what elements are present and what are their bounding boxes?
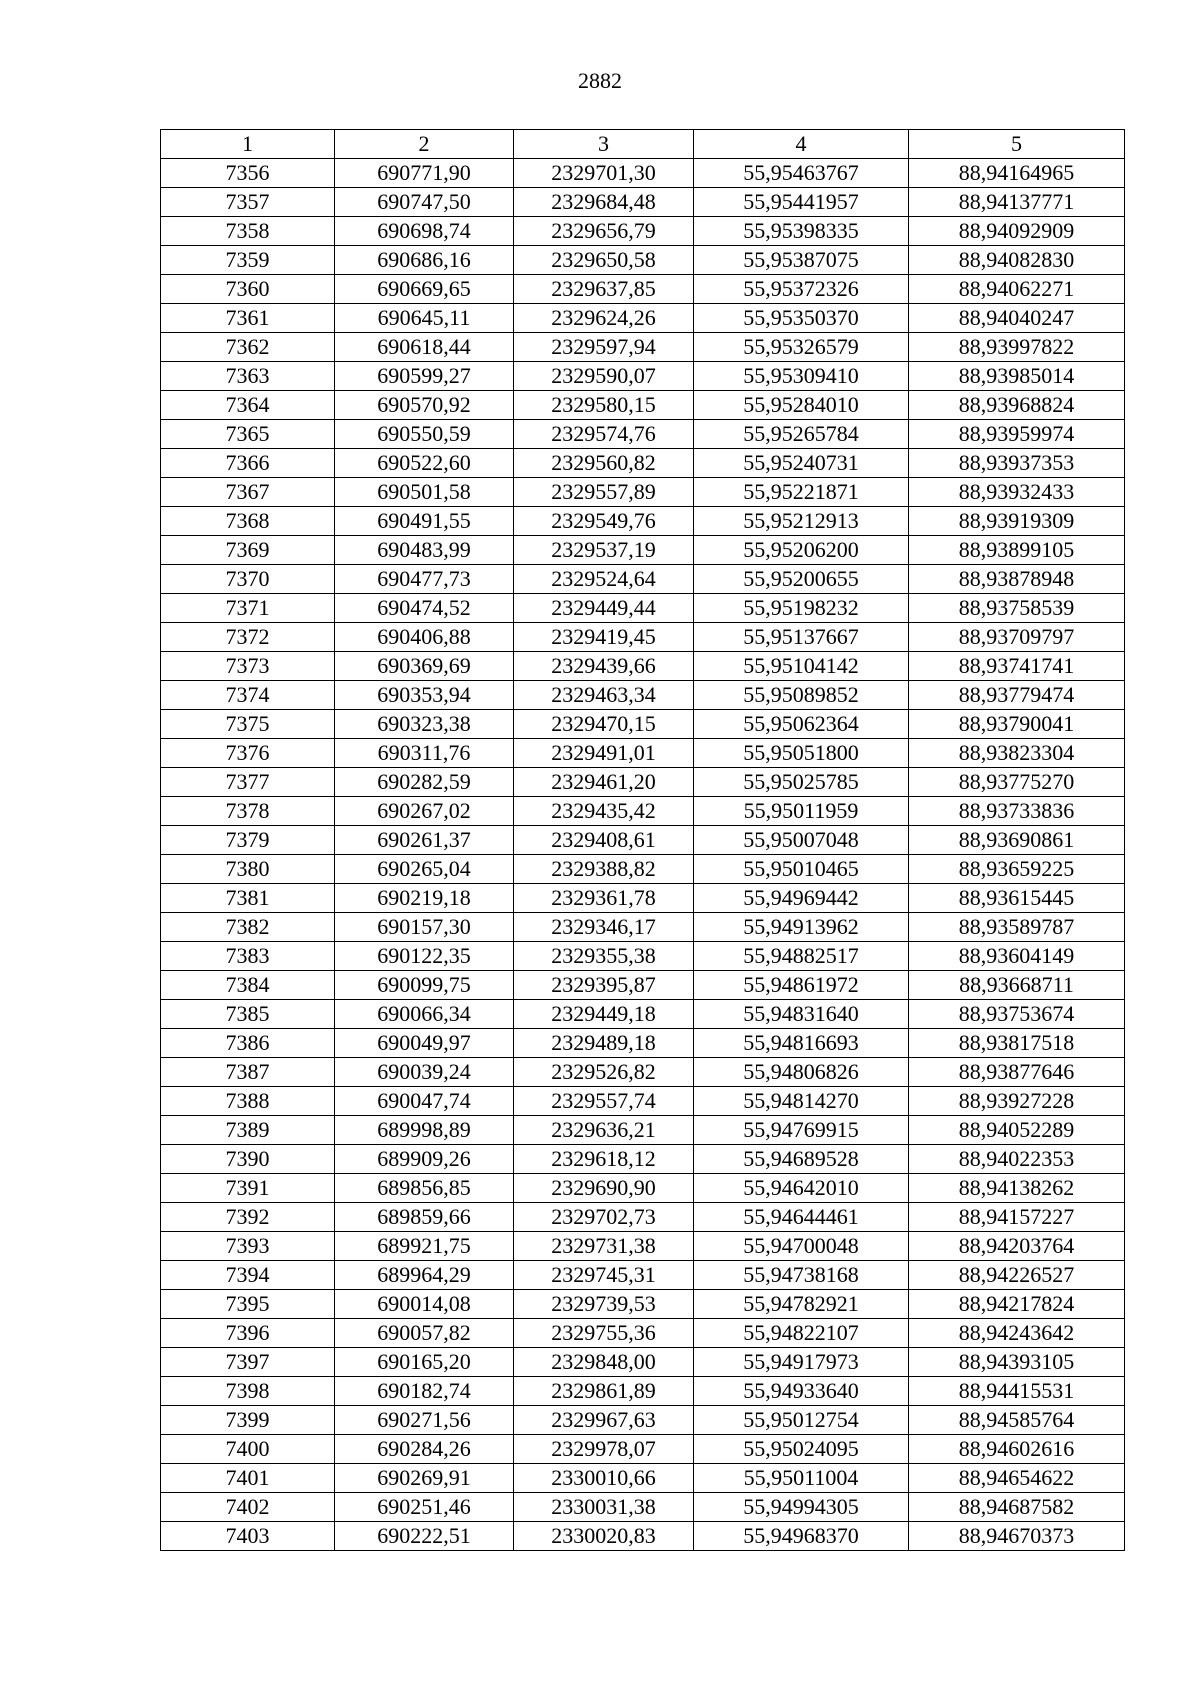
table-cell: 7364 (161, 391, 335, 420)
table-cell: 2329346,17 (514, 913, 694, 942)
table-cell: 2329574,76 (514, 420, 694, 449)
table-cell: 7396 (161, 1319, 335, 1348)
table-cell: 55,95284010 (694, 391, 909, 420)
table-cell: 55,94822107 (694, 1319, 909, 1348)
table-cell: 2329690,90 (514, 1174, 694, 1203)
table-cell: 55,95062364 (694, 710, 909, 739)
table-row (161, 1522, 1125, 1551)
table-cell: 7358 (161, 217, 335, 246)
table-cell: 7385 (161, 1000, 335, 1029)
table-cell: 2329470,15 (514, 710, 694, 739)
table-cell: 689909,26 (335, 1145, 514, 1174)
table-cell: 88,94654622 (909, 1464, 1125, 1493)
table-cell: 88,93779474 (909, 681, 1125, 710)
table-cell: 7402 (161, 1493, 335, 1522)
table-cell: 55,95089852 (694, 681, 909, 710)
table-row (161, 1290, 1125, 1319)
table-cell: 2329557,74 (514, 1087, 694, 1116)
table-cell: 55,95011959 (694, 797, 909, 826)
table-cell: 2329590,07 (514, 362, 694, 391)
table-row (161, 594, 1125, 623)
table-cell: 2329361,78 (514, 884, 694, 913)
table-row (161, 217, 1125, 246)
table-cell: 55,95350370 (694, 304, 909, 333)
table-row (161, 1029, 1125, 1058)
table-cell: 7384 (161, 971, 335, 1000)
table-cell: 7375 (161, 710, 335, 739)
table-cell: 690165,20 (335, 1348, 514, 1377)
table-cell: 55,94831640 (694, 1000, 909, 1029)
column-header: 4 (694, 130, 909, 159)
table-cell: 55,94861972 (694, 971, 909, 1000)
table-row (161, 1116, 1125, 1145)
table-cell: 7380 (161, 855, 335, 884)
table-cell: 2329439,66 (514, 652, 694, 681)
table-cell: 690122,35 (335, 942, 514, 971)
table-cell: 55,95326579 (694, 333, 909, 362)
table-cell: 690570,92 (335, 391, 514, 420)
table-cell: 2329549,76 (514, 507, 694, 536)
table-cell: 2329449,44 (514, 594, 694, 623)
table-row (161, 623, 1125, 652)
table-row (161, 1377, 1125, 1406)
table-cell: 690747,50 (335, 188, 514, 217)
table-cell: 689998,89 (335, 1116, 514, 1145)
table-cell: 55,94969442 (694, 884, 909, 913)
table-cell: 7392 (161, 1203, 335, 1232)
table-cell: 7365 (161, 420, 335, 449)
table-cell: 2329967,63 (514, 1406, 694, 1435)
coordinates-table (160, 129, 1125, 1551)
table-cell: 2329435,42 (514, 797, 694, 826)
table-row (161, 855, 1125, 884)
table-cell: 88,93927228 (909, 1087, 1125, 1116)
table-cell: 7397 (161, 1348, 335, 1377)
table-cell: 88,94203764 (909, 1232, 1125, 1261)
table-cell: 690353,94 (335, 681, 514, 710)
table-row (161, 159, 1125, 188)
table-row (161, 913, 1125, 942)
table-row (161, 449, 1125, 478)
table-cell: 689859,66 (335, 1203, 514, 1232)
table-cell: 7373 (161, 652, 335, 681)
table-cell: 7395 (161, 1290, 335, 1319)
table-cell: 88,93817518 (909, 1029, 1125, 1058)
table-cell: 2329636,21 (514, 1116, 694, 1145)
table-cell: 88,93899105 (909, 536, 1125, 565)
table-cell: 2329637,85 (514, 275, 694, 304)
table-cell: 690271,56 (335, 1406, 514, 1435)
table-row (161, 768, 1125, 797)
table-cell: 88,94138262 (909, 1174, 1125, 1203)
table-cell: 2329702,73 (514, 1203, 694, 1232)
table-cell: 2329597,94 (514, 333, 694, 362)
table-cell: 7390 (161, 1145, 335, 1174)
header-row (161, 130, 1125, 159)
table-cell: 2329650,58 (514, 246, 694, 275)
table-cell: 55,95200655 (694, 565, 909, 594)
table-cell: 7381 (161, 884, 335, 913)
table-cell: 55,95137667 (694, 623, 909, 652)
table-cell: 55,94642010 (694, 1174, 909, 1203)
table-cell: 88,93659225 (909, 855, 1125, 884)
table-cell: 88,94602616 (909, 1435, 1125, 1464)
table-cell: 690311,76 (335, 739, 514, 768)
table-cell: 7360 (161, 275, 335, 304)
table-row (161, 478, 1125, 507)
table-row (161, 275, 1125, 304)
table-cell: 55,95024095 (694, 1435, 909, 1464)
table-cell: 55,94913962 (694, 913, 909, 942)
table-row (161, 1348, 1125, 1377)
table-cell: 55,95010465 (694, 855, 909, 884)
column-header: 1 (161, 130, 335, 159)
table-cell: 7379 (161, 826, 335, 855)
table-cell: 689921,75 (335, 1232, 514, 1261)
table-row (161, 333, 1125, 362)
table-cell: 7376 (161, 739, 335, 768)
table-cell: 55,94814270 (694, 1087, 909, 1116)
table-cell: 7386 (161, 1029, 335, 1058)
table-cell: 689964,29 (335, 1261, 514, 1290)
table-cell: 7391 (161, 1174, 335, 1203)
table-cell: 7368 (161, 507, 335, 536)
column-header: 5 (909, 130, 1125, 159)
table-cell: 55,94933640 (694, 1377, 909, 1406)
table-cell: 88,94040247 (909, 304, 1125, 333)
table-cell: 55,94816693 (694, 1029, 909, 1058)
table-row (161, 971, 1125, 1000)
table-row (161, 942, 1125, 971)
table-cell: 88,93878948 (909, 565, 1125, 594)
table-cell: 88,93959974 (909, 420, 1125, 449)
table-cell: 690474,52 (335, 594, 514, 623)
table-cell: 55,94968370 (694, 1522, 909, 1551)
table-body (161, 130, 1125, 1551)
table-cell: 2329861,89 (514, 1377, 694, 1406)
table-cell: 690261,37 (335, 826, 514, 855)
table-cell: 88,94164965 (909, 159, 1125, 188)
table-cell: 88,93733836 (909, 797, 1125, 826)
table-cell: 7372 (161, 623, 335, 652)
table-cell: 7362 (161, 333, 335, 362)
table-row (161, 710, 1125, 739)
table-row (161, 565, 1125, 594)
table-cell: 690477,73 (335, 565, 514, 594)
table-cell: 690483,99 (335, 536, 514, 565)
table-row (161, 652, 1125, 681)
table-cell: 55,94806826 (694, 1058, 909, 1087)
table-cell: 88,94687582 (909, 1493, 1125, 1522)
table-cell: 690047,74 (335, 1087, 514, 1116)
table-cell: 55,95372326 (694, 275, 909, 304)
table-cell: 55,94917973 (694, 1348, 909, 1377)
table-cell: 55,94644461 (694, 1203, 909, 1232)
table-cell: 2329408,61 (514, 826, 694, 855)
table-cell: 690599,27 (335, 362, 514, 391)
table-cell: 690049,97 (335, 1029, 514, 1058)
table-cell: 7370 (161, 565, 335, 594)
table-cell: 690014,08 (335, 1290, 514, 1319)
table-cell: 88,93919309 (909, 507, 1125, 536)
table-cell: 55,95387075 (694, 246, 909, 275)
table-cell: 690686,16 (335, 246, 514, 275)
table-cell: 690406,88 (335, 623, 514, 652)
table-cell: 690269,91 (335, 1464, 514, 1493)
table-cell: 88,93741741 (909, 652, 1125, 681)
table-cell: 2329449,18 (514, 1000, 694, 1029)
table-cell: 690251,46 (335, 1493, 514, 1522)
table-cell: 2329755,36 (514, 1319, 694, 1348)
table-cell: 7393 (161, 1232, 335, 1261)
table-cell: 690057,82 (335, 1319, 514, 1348)
table-cell: 7398 (161, 1377, 335, 1406)
table-cell: 7400 (161, 1435, 335, 1464)
table-cell: 2329526,82 (514, 1058, 694, 1087)
table-cell: 88,94670373 (909, 1522, 1125, 1551)
table-cell: 88,93985014 (909, 362, 1125, 391)
table-cell: 690219,18 (335, 884, 514, 913)
table-cell: 2329731,38 (514, 1232, 694, 1261)
table-cell: 7367 (161, 478, 335, 507)
table-cell: 55,95309410 (694, 362, 909, 391)
table-cell: 7356 (161, 159, 335, 188)
table-cell: 88,93753674 (909, 1000, 1125, 1029)
table-row (161, 1435, 1125, 1464)
column-header: 3 (514, 130, 694, 159)
table-cell: 88,93823304 (909, 739, 1125, 768)
table-cell: 7401 (161, 1464, 335, 1493)
table-cell: 2329463,34 (514, 681, 694, 710)
table-row (161, 188, 1125, 217)
table-cell: 7389 (161, 1116, 335, 1145)
table-cell: 55,95221871 (694, 478, 909, 507)
table-cell: 88,94052289 (909, 1116, 1125, 1145)
column-header: 2 (335, 130, 514, 159)
table-row (161, 1232, 1125, 1261)
table-cell: 2329624,26 (514, 304, 694, 333)
table-cell: 7357 (161, 188, 335, 217)
table-cell: 690066,34 (335, 1000, 514, 1029)
table-cell: 88,93932433 (909, 478, 1125, 507)
table-cell: 7382 (161, 913, 335, 942)
table-cell: 55,95441957 (694, 188, 909, 217)
table-cell: 690645,11 (335, 304, 514, 333)
table-cell: 7394 (161, 1261, 335, 1290)
table-cell: 2329461,20 (514, 768, 694, 797)
table-cell: 88,94415531 (909, 1377, 1125, 1406)
table-cell: 2329395,87 (514, 971, 694, 1000)
table-cell: 2329355,38 (514, 942, 694, 971)
table-cell: 55,95240731 (694, 449, 909, 478)
table-row (161, 826, 1125, 855)
table-cell: 690369,69 (335, 652, 514, 681)
table-cell: 88,94082830 (909, 246, 1125, 275)
table-cell: 55,95398335 (694, 217, 909, 246)
table-cell: 55,94738168 (694, 1261, 909, 1290)
table-cell: 690182,74 (335, 1377, 514, 1406)
table-cell: 2329656,79 (514, 217, 694, 246)
table-cell: 690099,75 (335, 971, 514, 1000)
table-row (161, 739, 1125, 768)
table-cell: 690282,59 (335, 768, 514, 797)
table-cell: 55,94769915 (694, 1116, 909, 1145)
table-cell: 690669,65 (335, 275, 514, 304)
table-row (161, 1087, 1125, 1116)
table-cell: 55,95212913 (694, 507, 909, 536)
table-cell: 690491,55 (335, 507, 514, 536)
table-cell: 2330020,83 (514, 1522, 694, 1551)
table-cell: 55,95198232 (694, 594, 909, 623)
table-cell: 2329745,31 (514, 1261, 694, 1290)
table-cell: 7388 (161, 1087, 335, 1116)
table-cell: 2329978,07 (514, 1435, 694, 1464)
table-row (161, 1406, 1125, 1435)
table-cell: 55,95051800 (694, 739, 909, 768)
table-cell: 55,95265784 (694, 420, 909, 449)
table-cell: 88,93877646 (909, 1058, 1125, 1087)
table-cell: 55,95025785 (694, 768, 909, 797)
table-cell: 88,93937353 (909, 449, 1125, 478)
table-cell: 7383 (161, 942, 335, 971)
table-cell: 88,93668711 (909, 971, 1125, 1000)
table-cell: 88,94393105 (909, 1348, 1125, 1377)
table-cell: 2329388,82 (514, 855, 694, 884)
table-cell: 690501,58 (335, 478, 514, 507)
table-cell: 7374 (161, 681, 335, 710)
table-cell: 690157,30 (335, 913, 514, 942)
table-cell: 55,95206200 (694, 536, 909, 565)
table-cell: 88,93709797 (909, 623, 1125, 652)
table-cell: 690698,74 (335, 217, 514, 246)
table-cell: 690265,04 (335, 855, 514, 884)
table-row (161, 1174, 1125, 1203)
table-cell: 690039,24 (335, 1058, 514, 1087)
table-cell: 55,94689528 (694, 1145, 909, 1174)
table-row (161, 536, 1125, 565)
table-cell: 2329557,89 (514, 478, 694, 507)
table-cell: 7371 (161, 594, 335, 623)
table-row (161, 1000, 1125, 1029)
table-cell: 2329739,53 (514, 1290, 694, 1319)
table-cell: 88,94585764 (909, 1406, 1125, 1435)
table-row (161, 1464, 1125, 1493)
table-cell: 7363 (161, 362, 335, 391)
table-cell: 690618,44 (335, 333, 514, 362)
table-cell: 88,94226527 (909, 1261, 1125, 1290)
table-cell: 88,93775270 (909, 768, 1125, 797)
table-cell: 88,94243642 (909, 1319, 1125, 1348)
table-cell: 88,93968824 (909, 391, 1125, 420)
table-cell: 2329524,64 (514, 565, 694, 594)
table-cell: 88,93758539 (909, 594, 1125, 623)
table-cell: 88,93997822 (909, 333, 1125, 362)
table-cell: 88,94157227 (909, 1203, 1125, 1232)
table-cell: 2329684,48 (514, 188, 694, 217)
table-cell: 55,95463767 (694, 159, 909, 188)
table-row (161, 1493, 1125, 1522)
table-cell: 7369 (161, 536, 335, 565)
table-cell: 55,94782921 (694, 1290, 909, 1319)
table-cell: 690323,38 (335, 710, 514, 739)
table-row (161, 362, 1125, 391)
table-row (161, 681, 1125, 710)
table-row (161, 507, 1125, 536)
table-cell: 7378 (161, 797, 335, 826)
table-cell: 2329560,82 (514, 449, 694, 478)
table-cell: 55,95011004 (694, 1464, 909, 1493)
table-cell: 7377 (161, 768, 335, 797)
table-cell: 88,94022353 (909, 1145, 1125, 1174)
page-number: 2882 (578, 68, 622, 93)
table-cell: 88,93690861 (909, 826, 1125, 855)
table-cell: 55,94994305 (694, 1493, 909, 1522)
table-cell: 7399 (161, 1406, 335, 1435)
table-row (161, 1145, 1125, 1174)
table-cell: 88,94062271 (909, 275, 1125, 304)
table-cell: 690550,59 (335, 420, 514, 449)
table-cell: 690267,02 (335, 797, 514, 826)
table-cell: 88,93589787 (909, 913, 1125, 942)
table-cell: 88,93604149 (909, 942, 1125, 971)
table-row (161, 1058, 1125, 1087)
table-cell: 689856,85 (335, 1174, 514, 1203)
table-row (161, 304, 1125, 333)
table-row (161, 884, 1125, 913)
table-cell: 55,95007048 (694, 826, 909, 855)
table-cell: 2329848,00 (514, 1348, 694, 1377)
table-row (161, 391, 1125, 420)
table-cell: 7361 (161, 304, 335, 333)
table-cell: 690522,60 (335, 449, 514, 478)
table-cell: 2329419,45 (514, 623, 694, 652)
table-cell: 2330031,38 (514, 1493, 694, 1522)
table-cell: 88,94217824 (909, 1290, 1125, 1319)
table-cell: 2329580,15 (514, 391, 694, 420)
table-row (161, 420, 1125, 449)
table-cell: 2329491,01 (514, 739, 694, 768)
table-row (161, 797, 1125, 826)
table-cell: 2329618,12 (514, 1145, 694, 1174)
table-cell: 7387 (161, 1058, 335, 1087)
table-row (161, 246, 1125, 275)
table-cell: 690222,51 (335, 1522, 514, 1551)
table-row (161, 1319, 1125, 1348)
table-cell: 88,93615445 (909, 884, 1125, 913)
table-cell: 2329537,19 (514, 536, 694, 565)
table-cell: 55,95104142 (694, 652, 909, 681)
table-cell: 2329701,30 (514, 159, 694, 188)
table-cell: 690284,26 (335, 1435, 514, 1464)
table-cell: 88,93790041 (909, 710, 1125, 739)
table-cell: 88,94092909 (909, 217, 1125, 246)
table-cell: 55,95012754 (694, 1406, 909, 1435)
table-cell: 88,94137771 (909, 188, 1125, 217)
table-row (161, 1261, 1125, 1290)
table-cell: 7359 (161, 246, 335, 275)
table-cell: 7366 (161, 449, 335, 478)
table-row (161, 1203, 1125, 1232)
table-cell: 2330010,66 (514, 1464, 694, 1493)
table-cell: 55,94700048 (694, 1232, 909, 1261)
table-cell: 690771,90 (335, 159, 514, 188)
table-cell: 55,94882517 (694, 942, 909, 971)
table-cell: 2329489,18 (514, 1029, 694, 1058)
table-cell: 7403 (161, 1522, 335, 1551)
